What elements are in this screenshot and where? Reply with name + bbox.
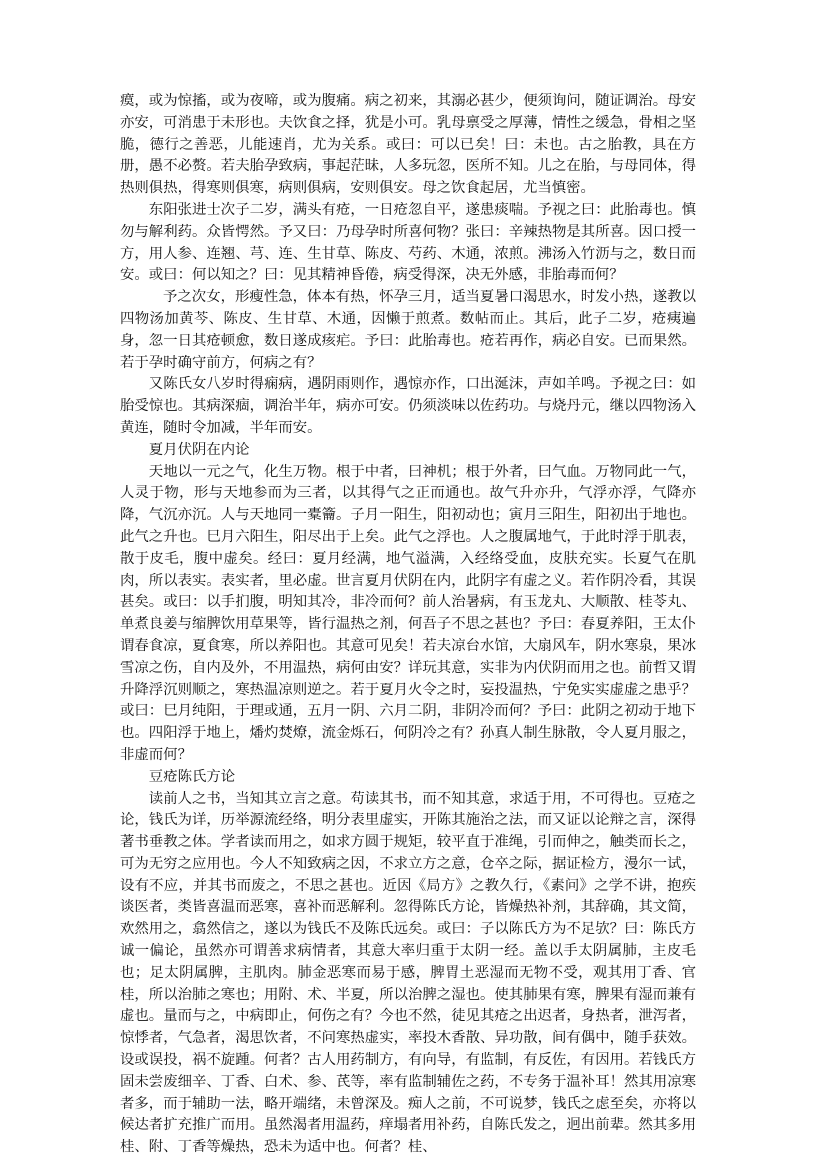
- section-heading: 豆疮陈氏方论: [120, 767, 696, 789]
- section-heading: 夏月伏阴在内论: [120, 440, 696, 462]
- paragraph: 瘼，或为惊搐，或为夜啼，或为腹痛。病之初来，其溺必甚少，便须询问，随证调治。母安亦安，可消患于未形也。夫饮食之择，犹是小可。乳母禀受之厚薄，情性之缓急，骨相之坚脆，德行之善恶，儿能速肖，尤为关系。或曰：可以已矣！曰：未也。古之胎教，具在方册，愚不必赘。若夫胎孕致病，事起茫昧，人多玩忽，医所不知。儿之在胎，与母同体，得热则俱热，得寒则俱寒，病则俱病，安则俱安。母之饮食起居，尤当慎密。: [120, 91, 696, 200]
- paragraph: 又陈氏女八岁时得痫病，遇阴雨则作，遇惊亦作，口出涎沫，声如羊鸣。予视之曰：如胎受惊也。其病深痼，调治半年，病亦可安。仍须淡味以佐药功。与烧丹元，继以四物汤入黄连，随时令加减，半年而安。: [120, 374, 696, 439]
- paragraph: 予之次女，形瘦性急，体本有热，怀孕三月，适当夏暑口渴思水，时发小热，遂教以四物汤加黄芩、陈皮、生甘草、木通，因懒于煎煮。数帖而止。其后，此子二岁，疮痍遍身，忽一日其疮顿愈，数日遂成痎疟。予曰：此胎毒也。疮若再作，病必自安。已而果然。若于孕时确守前方，何病之有？: [120, 287, 696, 374]
- paragraph: 东阳张进士次子二岁，满头有疮，一日疮忽自平，遂患痰喘。予视之曰：此胎毒也。慎勿与解利药。众皆愕然。予又曰：乃母孕时所喜何物？张曰：辛辣热物是其所喜。因口授一方，用人参、连翘、芎、连、生甘草、陈皮、芍药、木通，浓煎。沸汤入竹沥与之，数日而安。或曰：何以知之？曰：见其精神昏倦，病受得深，决无外感，非胎毒而何？: [120, 200, 696, 287]
- paragraph: 读前人之书，当知其立言之意。苟读其书，而不知其意，求适于用，不可得也。豆疮之论，钱氏为详，历举源流经络，明分表里虚实，开陈其施治之法，而又证以论辩之言，深得著书垂教之体。学者读而用之，如求方圆于规矩，较平直于准绳，引而伸之，触类而长之，可为无穷之应用也。今人不知致病之因，不求立方之意，仓卒之际，据证检方，漫尔一试，设有不应，并其书而废之，不思之甚也。近因《局方》之教久行，《素问》之学不讲，抱疾谈医者，类皆喜温而恶寒，喜补而恶解利。忽得陈氏方论，皆燥热补剂，其辞确，其文简，欢然用之，翕然信之，遂以为钱氏不及陈氏远矣。或曰：子以陈氏方为不足欤？曰：陈氏方诚一偏论，虽然亦可谓善求病情者，其意大率归重于太阴一经。盖以手太阴属肺，主皮毛也；足太阴属脾，主肌肉。肺金恶寒而易于感，脾胃土恶湿而无物不受，观其用丁香、官桂，所以治肺之寒也；用附、术、半夏，所以治脾之湿也。使其肺果有寒，脾果有湿而兼有虚也。量而与之，中病即止，何伤之有？今也不然，徒见其疮之出迟者，身热者，泄泻者，惊悸者，气急者，渴思饮者，不问寒热虚实，率投木香散、异功散，间有偶中，随手获效。设或误投，祸不旋踵。何者？古人用药制方，有向导，有监制，有反佐，有因用。若钱氏方固未尝废细辛、丁香、白术、参、芪等，率有监制辅佐之药，不专务于温补耳！然其用凉寒者多，而于辅助一法，略开端绪，未曾深及。痴人之前，不可说梦，钱氏之虑至矣，亦将以候达者扩充推广而用。虽然渴者用温药，痒塌者用补药，自陈氏发之，迥出前辈。然其多用桂、附、丁香等燥热，恐未为适中也。何者？桂、: [120, 789, 696, 1159]
- document-page: [120, 91, 696, 1159]
- paragraph: 天地以一元之气，化生万物。根于中者，曰神机；根于外者，曰气血。万物同此一气，人灵于物，形与天地参而为三者，以其得气之正而通也。故气升亦升，气浮亦浮，气降亦降，气沉亦沉。人与天地同一橐籥。子月一阳生，阳初动也；寅月三阳生，阳初出于地也。此气之升也。巳月六阳生，阳尽出于上矣。此气之浮也。人之腹属地气，于此时浮于肌表，散于皮毛，腹中虚矣。经曰：夏月经满，地气溢满，入经络受血，皮肤充实。长夏气在肌肉，所以表实。表实者，里必虚。世言夏月伏阴在内，此阴字有虚之义。若作阴冷看，其误甚矣。或曰：以手扪腹，明知其冷，非冷而何？前人治暑病，有玉龙丸、大顺散、桂苓丸、单煮良姜与缩脾饮用草果等，皆行温热之剂，何吾子不思之甚也？予曰：春夏养阳，王太仆谓春食凉，夏食寒，所以养阳也。其意可见矣！若夫凉台水馆，大扇风车，阴水寒泉，果冰雪凉之伤，自内及外，不用温热，病何由安？详玩其意，实非为内伏阴而用之也。前哲又谓升降浮沉则顺之，寒热温凉则逆之。若于夏月火令之时，妄投温热，宁免实实虚虚之患乎？或曰：巳月纯阳，于理或通，五月一阴、六月二阴，非阴冷而何？予曰：此阴之初动于地下也。四阳浮于地上，燔灼焚燎，流金烁石，何阴冷之有？孙真人制生脉散，令人夏月服之，非虚而何？: [120, 462, 696, 767]
